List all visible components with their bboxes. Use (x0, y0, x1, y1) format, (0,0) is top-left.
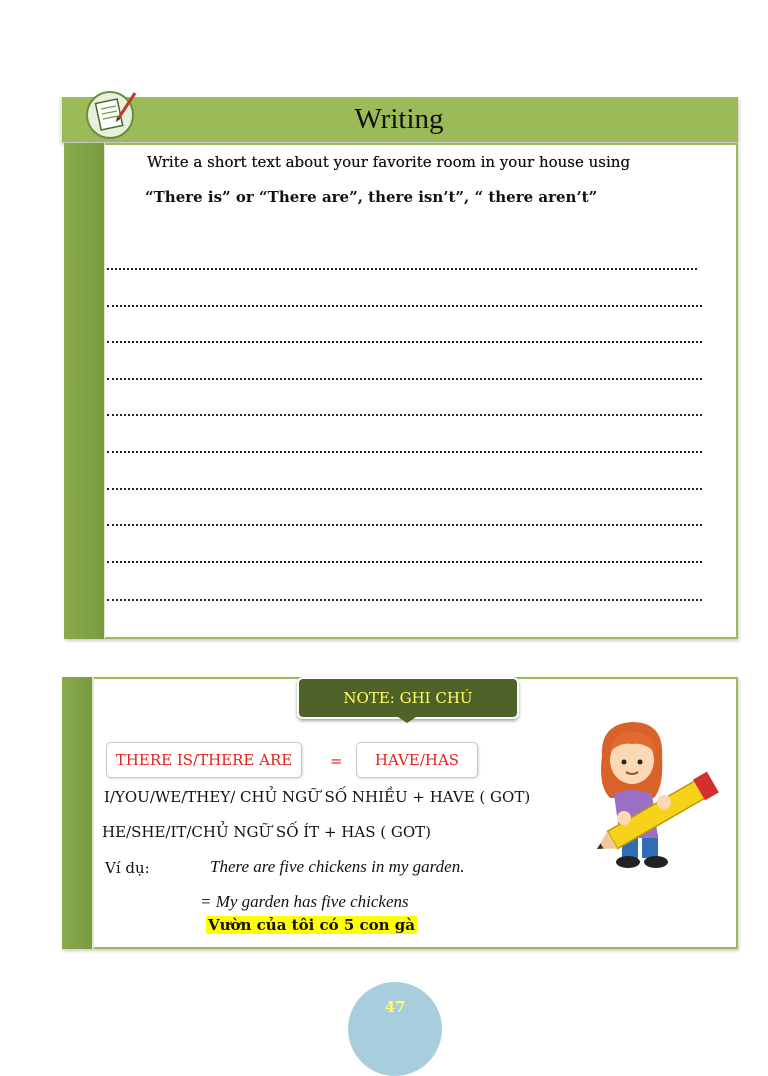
writing-instruction-2: “There is” or “There are”, there isn’t”, “ there aren’t” (145, 188, 598, 206)
rule-plural: I/YOU/WE/THEY/ CHỦ NGỮ SỐ NHIỀU + HAVE ( GOT) (104, 788, 531, 806)
writing-instruction-1: Write a short text about your favorite room in your house using (147, 153, 631, 171)
example-sentence: There are five chickens in my garden. (210, 857, 465, 876)
note-tag-pointer (398, 717, 416, 723)
writing-side-bar (64, 143, 105, 639)
writing-box (64, 143, 738, 639)
there-is-there-are-box: THERE IS/THERE ARE (106, 742, 302, 778)
have-has-box: HAVE/HAS (356, 742, 478, 778)
note-tag: NOTE: GHI CHÚ (297, 677, 519, 719)
answer-line[interactable] (107, 305, 702, 307)
answer-line[interactable] (107, 488, 702, 490)
example-equivalent: = My garden has five chickens (200, 892, 409, 911)
answer-line[interactable] (107, 451, 702, 453)
page-number: 47 (384, 998, 406, 1016)
page-number-badge (348, 982, 442, 1076)
answer-line[interactable] (107, 599, 702, 601)
example-translation: Vườn của tôi có 5 con gà (208, 916, 416, 934)
rule-singular: HE/SHE/IT/CHỦ NGỮ SỐ ÍT + HAS ( GOT) (102, 823, 432, 841)
section-title: Writing (354, 103, 444, 135)
answer-line[interactable] (107, 414, 702, 416)
example-label: Ví dụ: (105, 859, 150, 877)
girl-with-pencil-icon (584, 716, 724, 872)
answer-line[interactable] (107, 268, 697, 270)
answer-line[interactable] (107, 378, 702, 380)
answer-line[interactable] (107, 524, 702, 526)
note-side-bar (62, 677, 94, 949)
answer-line[interactable] (107, 341, 702, 343)
equals-sign: = (330, 752, 343, 770)
answer-line[interactable] (107, 561, 702, 563)
